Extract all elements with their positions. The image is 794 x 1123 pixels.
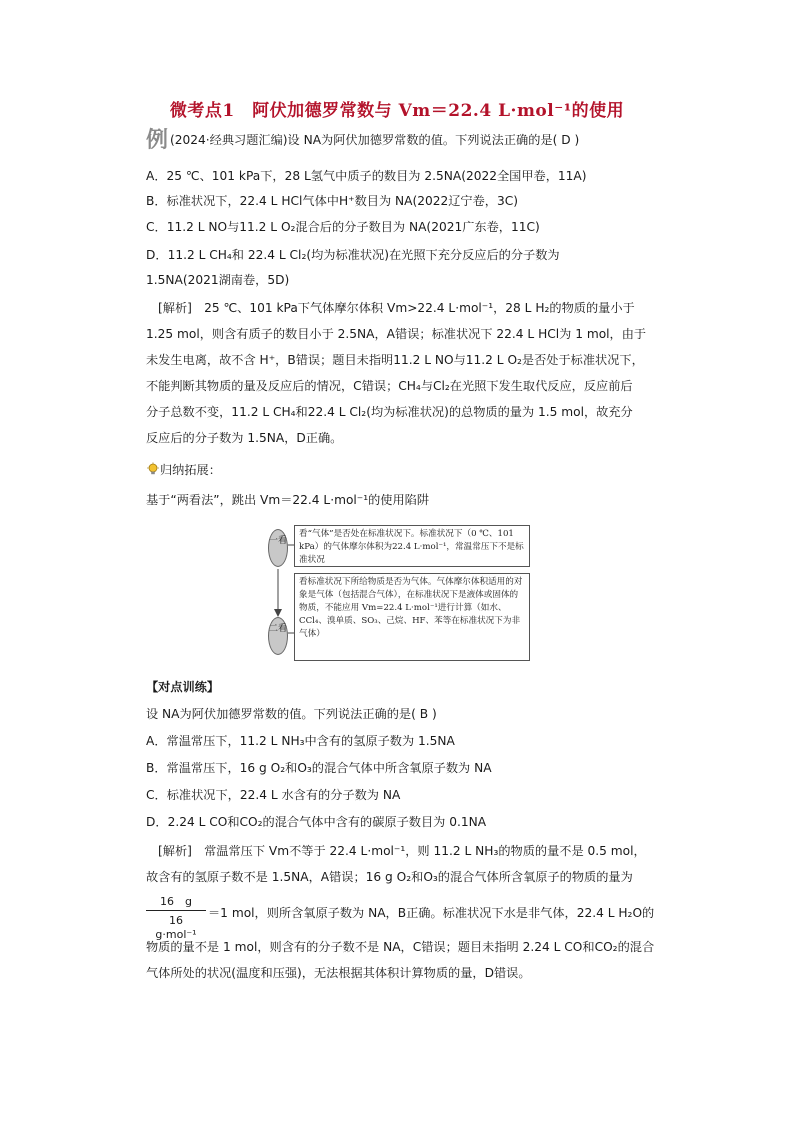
- example-option-d-cont: 1.5NA(2021湖南卷，5D): [146, 273, 290, 287]
- example-mark: 例: [146, 127, 169, 153]
- page-title: 微考点1 阿伏加德罗常数与 Vm＝22.4 L·mol⁻¹的使用: [169, 101, 625, 121]
- step1-oval: 一看: [268, 529, 288, 567]
- example-option-c: C．11.2 L NO与11.2 L O₂混合后的分子数目为 NA(2021广东卷，11C): [146, 220, 540, 234]
- step1-box: 看“气体”是否处在标准状况下。标准状况下（0 ℃、101 kPa）的气体摩尔体积为22.4 L·mol⁻¹，常温常压下不是标准状况: [294, 525, 530, 567]
- practice-option-b: B．常温常压下，16 g O₂和O₃的混合气体中所含氧原子数为 NA: [146, 761, 492, 775]
- example-option-d: D．11.2 L CH₄和 22.4 L Cl₂(均为标准状况)在光照下充分反应后的分子数为: [146, 248, 560, 262]
- practice-analysis-line: 物质的量不是 1 mol，则含有的分子数不是 NA，C错误；题目未指明 2.24 L CO和CO₂的混合: [146, 940, 655, 954]
- practice-analysis-line: 气体所处的状况(温度和压强)，无法根据其体积计算物质的量，D错误。: [146, 966, 531, 980]
- example-analysis-line: 未发生电离，故不含 H⁺，B错误；题目未指明11.2 L NO与11.2 L O₂是否处于标准状况下，: [146, 353, 644, 367]
- example-option-a: A．25 ℃、101 kPa下，28 L氢气中质子的数目为 2.5NA(2022全国甲卷，11A): [146, 169, 587, 183]
- example-option-b: B．标准状况下，22.4 L HCl气体中H⁺数目为 NA(2022辽宁卷，3C): [146, 194, 518, 208]
- practice-stem: 设 NA为阿伏加德罗常数的值。下列说法正确的是( B ): [146, 707, 437, 721]
- fraction-denominator: 16 g·mol⁻¹: [155, 914, 197, 941]
- example-analysis-line: [解析] 25 ℃、101 kPa下气体摩尔体积 Vm>22.4 L·mol⁻¹，28 L H₂的物质的量小于: [158, 301, 635, 315]
- example-stem: (2024·经典习题汇编)设 NA为阿伏加德罗常数的值。下列说法正确的是( D ): [170, 133, 580, 147]
- practice-heading: 【对点训练】: [146, 680, 220, 694]
- example-analysis-line: 反应后的分子数为 1.5NA，D正确。: [146, 431, 343, 445]
- example-analysis-line: 分子总数不变，11.2 L CH₄和22.4 L Cl₂(均为标准状况)的总物质的量为 1.5 mol，故充分: [146, 405, 633, 419]
- step2-oval: 二看: [268, 617, 288, 655]
- two-look-diagram: [268, 525, 530, 665]
- summary-heading-line: [146, 462, 666, 478]
- practice-option-d: D．2.24 L CO和CO₂的混合气体中含有的碳原子数目为 0.1NA: [146, 815, 487, 829]
- fraction-numerator: 16 g: [146, 893, 206, 911]
- fraction: [146, 893, 206, 941]
- step2-box: 看标准状况下所给物质是否为气体。气体摩尔体积适用的对象是气体（包括混合气体），在标准状况下是液体或固体的物质，不能应用 Vm=22.4 L·mol⁻¹进行计算（如水、CCl₄、溴单质、SO₃、己烷、HF、苯等在标准状况下为非气体）: [294, 573, 530, 661]
- practice-analysis-line: ＝1 mol，则所含氧原子数为 NA，B正确。标准状况下水是非气体，22.4 L H₂O的: [208, 906, 655, 920]
- practice-analysis-line: [解析] 常温常压下 Vm不等于 22.4 L·mol⁻¹，则 11.2 L NH₃的物质的量不是 0.5 mol，: [158, 844, 646, 858]
- practice-analysis-line: 故含有的氢原子数不是 1.5NA，A错误；16 g O₂和O₃的混合气体所含氧原子的物质的量为: [146, 870, 633, 884]
- summary-heading: 归纳拓展：: [160, 463, 221, 477]
- practice-option-c: C．标准状况下，22.4 L 水含有的分子数为 NA: [146, 788, 401, 802]
- example-analysis-line: 1.25 mol，则含有质子的数目小于 2.5NA，A错误；标准状况下 22.4 L HCl为 1 mol，由于: [146, 327, 647, 341]
- example-analysis-line: 不能判断其物质的量及反应后的情况，C错误；CH₄与Cl₂在光照下发生取代反应，反应前后: [146, 379, 633, 393]
- summary-intro: 基于“两看法”，跳出 Vm＝22.4 L·mol⁻¹的使用陷阱: [146, 493, 430, 507]
- practice-option-a: A．常温常压下，11.2 L NH₃中含有的氢原子数为 1.5NA: [146, 734, 455, 748]
- lightbulb-icon: [146, 462, 160, 476]
- example-stem-line: [146, 127, 666, 153]
